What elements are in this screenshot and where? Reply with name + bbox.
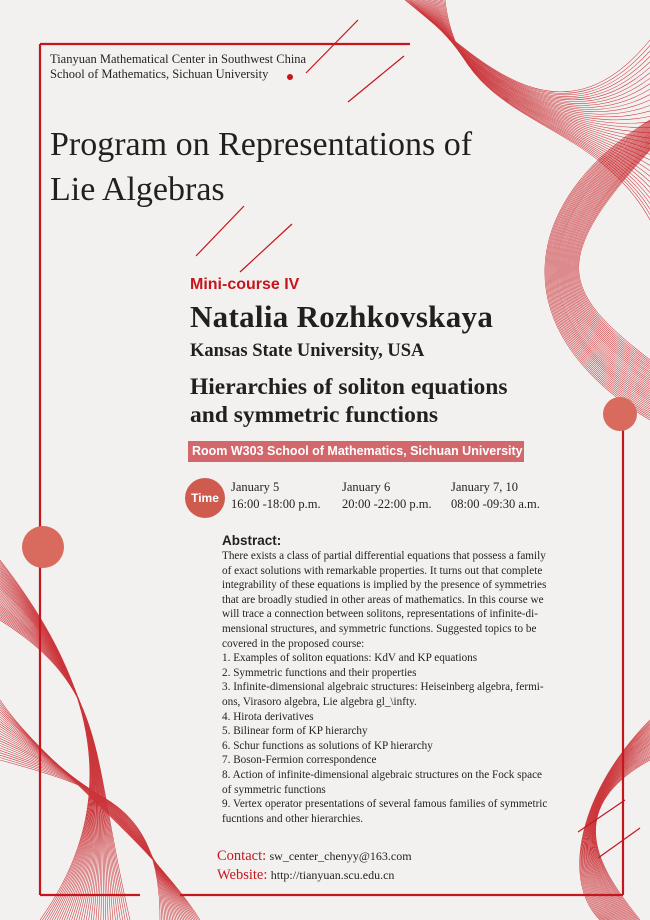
swirl-bottom-left-decoration [0,560,200,920]
contact-email: sw_center_chenyy@163.com [269,849,412,863]
session-1-time: 16:00 -18:00 p.m. [231,497,321,511]
contact-label: Contact: [217,848,267,864]
abstract-line: 2. Symmetric functions and their properties [222,666,417,679]
diagonal-accent-4 [240,224,292,272]
abstract-line: 9. Vertex operator presentations of several famous families of symmetric [222,798,548,811]
session-2-date: January 6 [342,480,391,494]
abstract-line: 3. Infinite-dimensional algebraic structures: Heiseinberg algebra, fermi- [222,681,544,694]
time-badge: Time [185,478,225,518]
abstract-line: fucntions and other hierarchies. [222,812,364,825]
abstract-line: of symmetric functions [222,783,326,796]
abstract-line: mensional structures, and symmetric functions. Suggested topics to be [222,622,537,635]
swirl-curve [445,0,650,220]
swirl-curve [0,563,90,920]
diagonal-accent-2 [348,56,404,102]
swirl-curve [571,143,650,375]
room-banner: Room W303 School of Mathematics, Sichuan University [188,441,524,462]
speaker-affiliation: Kansas State University, USA [190,341,425,361]
session-2 [342,479,432,513]
accent-dot [287,74,293,80]
session-2-time: 20:00 -22:00 p.m. [342,497,432,511]
swirl-curve [426,0,650,133]
abstract-body [222,549,612,826]
swirl-curve [0,560,90,920]
swirl-curve [410,0,650,98]
diagonal-accent-6 [598,828,640,858]
swirl-curve [413,0,650,103]
abstract-line: ons, Virasoro algebra, Lie algebra gl_\infty. [222,695,417,708]
course-title-line-2: and symmetric functions [190,402,439,428]
coral-circle-left [22,526,64,568]
session-3-date: January 7, 10 [451,480,518,494]
session-1-date: January 5 [231,480,280,494]
swirl-curve [416,0,650,107]
diagonal-accent-3 [196,206,244,256]
program-title [50,122,472,212]
website-row [217,867,394,884]
abstract-line: 4. Hirota derivatives [222,710,314,723]
abstract-line: There exists a class of partial differential equations that possess a family [222,550,546,562]
abstract-line: 1. Examples of soliton equations: KdV and KP equations [222,652,478,665]
website-url[interactable]: http://tianyuan.scu.edu.cn [270,868,395,882]
program-title-line-1: Program on Representations of [50,126,473,163]
mini-course-label: Mini-course IV [190,276,300,293]
swirl-curve [570,142,650,377]
abstract-line: of exact solutions with remarkable properties. It turns out that complete [222,564,543,577]
swirl-curve [562,135,650,389]
course-title [190,373,630,429]
swirl-curve [407,0,650,95]
session-1 [231,479,321,513]
institution-line-1: Tianyuan Mathematical Center in Southwest China [50,52,307,66]
abstract-line: 7. Boson-Fermion correspondence [222,754,377,767]
session-3 [451,479,540,513]
abstract-line: 6. Schur functions as solutions of KP hierarchy [222,739,433,752]
swirl-curve [550,125,650,411]
program-title-line-2: Lie Algebras [50,171,225,208]
abstract-line: covered in the proposed course: [222,637,365,650]
contact-row [217,848,412,865]
abstract-line: integrability of these equations is implied by the presence of symmetries [222,579,547,592]
abstract-line: 8. Action of infinite-dimensional algebraic structures on the Fock space [222,768,542,781]
course-title-line-1: Hierarchies of soliton equations [190,374,508,400]
swirl-curve [0,565,91,920]
diagonal-accent-1 [306,20,358,73]
abstract-line: that are broadly studied in other areas of mathematics. In this course we [222,593,544,606]
institution-line-2: School of Mathematics, Sichuan University [50,67,269,81]
swirl-curve [412,0,650,102]
swirl-curve [411,0,650,100]
speaker-name: Natalia Rozhkovskaya [190,299,494,334]
session-3-time: 08:00 -09:30 a.m. [451,497,540,511]
abstract-line: 5. Bilinear form of KP hierarchy [222,725,368,738]
swirl-curve [406,0,650,93]
abstract-heading: Abstract: [222,533,282,548]
swirl-curve [409,0,650,97]
website-label: Website: [217,867,268,883]
abstract-line: will trace a connection between solitons, representations of infinite-di- [222,608,538,621]
